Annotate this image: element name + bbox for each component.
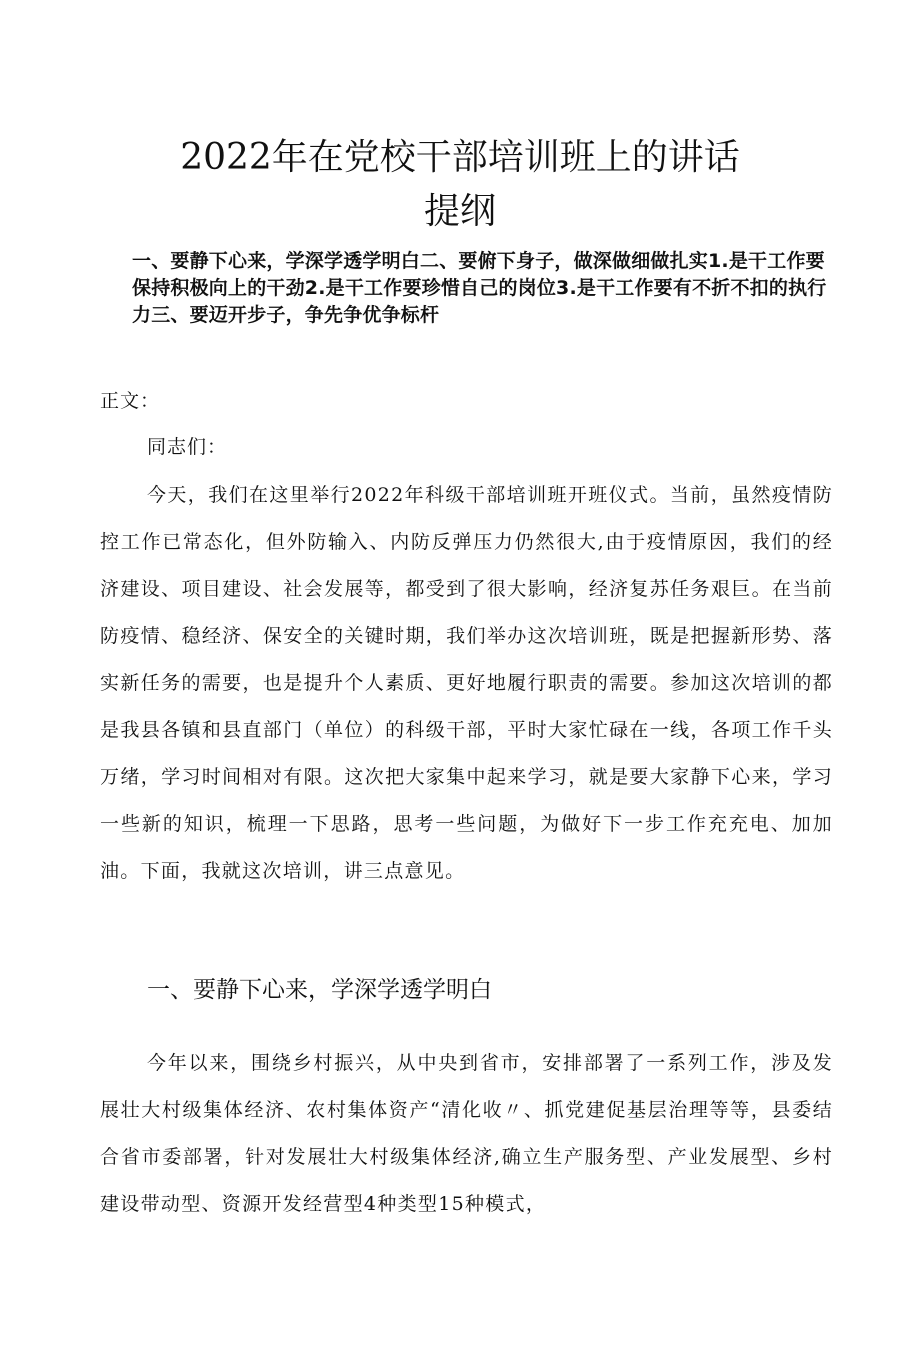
document-title-line2: 提纲 — [423, 191, 496, 232]
opening-paragraph: 今天，我们在这里举行2022年科级干部培训班开班仪式。当前，虽然疫情防控工作已常态化，但外防输入、内防反弹压力仍然很大,由于疫情原因，我们的经济建设、项目建设、社会发展等，都受到了很大影响，经济复苏任务艰巨。在当前防疫情、稳经济、保安全的关键时期，我们举办这次培训班，既是把握新形势、落实新任务的需要，也是提升个人素质、更好地履行职责的需要。参加这次培训的都是我县各镇和县直部门（单位）的科级干部，平时大家忙碌在一线，各项工作千头万绪，学习时间相对有限。这次把大家集中起来学习，就是要大家静下心来，学习一些新的知识，梳理一下思路，思考一些问题，为做好下一步工作充充电、加加油。下面，我就这次培训，讲三点意见。 — [100, 484, 833, 882]
document-title: 2022年在党校干部培训班上的讲话 — [180, 137, 740, 178]
section-paragraph: 今年以来，围绕乡村振兴，从中央到省市，安排部署了一系列工作，涉及发展壮大村级集体经济、农村集体资产“清化收〃、抓党建促基层治理等等，县委结合省市委部署，针对发展壮大村级集体经济,确立生产服务型、产业发展型、乡村建设带动型、资源开发经营型4种类型15种模式， — [100, 1052, 833, 1215]
section-heading: 一、要静下心来，学深学透学明白 — [147, 977, 492, 1003]
salutation: 同志们： — [147, 436, 228, 458]
outline-summary: 一、要静下心来，学深学透学明白二、要俯下身子，做深做细做扎实1.是干工作要保持积极向上的干劲2.是干工作要珍惜自己的岗位3.是干工作要有不折不扣的执行力三、要迈开步子，争先争优争标杆 — [132, 250, 827, 326]
body-label: 正文： — [100, 390, 161, 412]
